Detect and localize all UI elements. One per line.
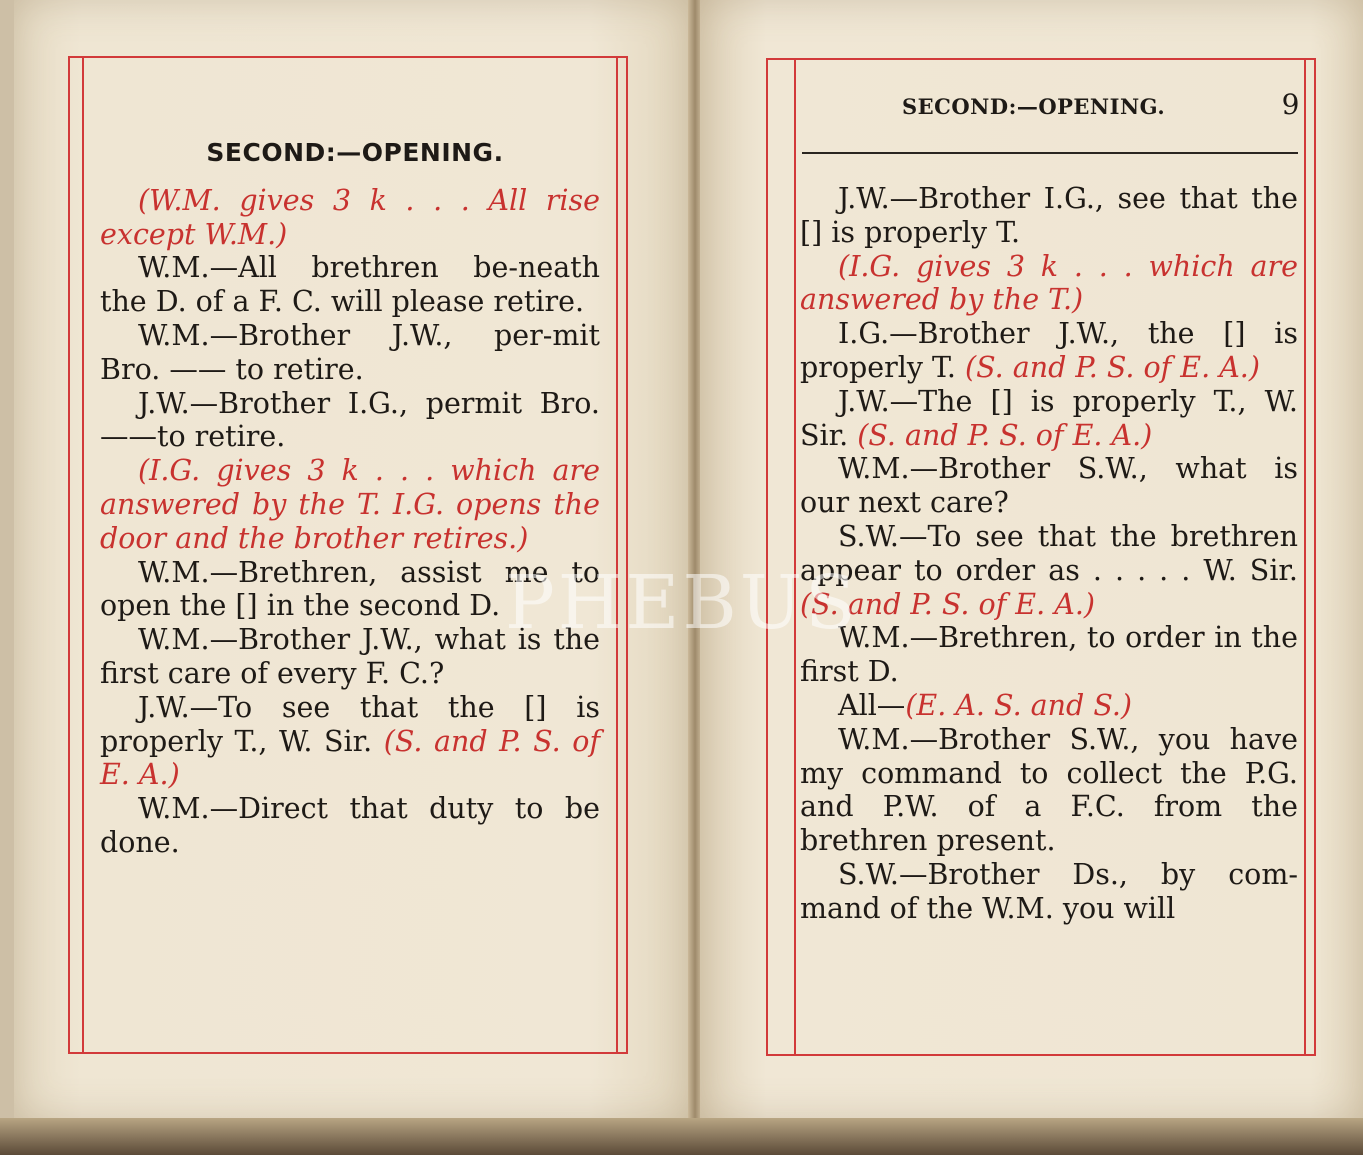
dialogue-line: W.M.—Direct that duty to be done. — [100, 792, 600, 859]
dialogue-text: J.W.—To see that the [] is properly T., W. Sir. — [100, 690, 600, 758]
left-page-heading: SECOND:—OPENING. — [206, 138, 504, 167]
dialogue-line — [100, 691, 600, 792]
dialogue-text: I.G.—Brother J.W., the [] is properly T. — [800, 317, 1298, 384]
header-rule — [802, 152, 1298, 154]
dialogue-line: W.M.—Brother J.W., per-mit Bro. —— to retire. — [100, 318, 600, 386]
dialogue-line — [800, 385, 1298, 453]
stage-direction-inline: (S. and P. S. of E. A.) — [100, 724, 601, 792]
stage-direction: (I.G. gives 3 k . . . which are answered by the T.) — [800, 249, 1298, 317]
dialogue-line: W.M.—Brethren, to order in the first D. — [800, 621, 1298, 689]
dialogue-line — [800, 317, 1298, 385]
watermark: PHEBUS — [505, 560, 859, 646]
stage-direction: (I.G. gives 3 k . . . which are answered by the T. I.G. opens the door and the brother retires.) — [100, 454, 600, 555]
left-page-text — [100, 128, 600, 860]
book-cover-edge — [0, 1118, 1363, 1155]
dialogue-line: W.M.—Brother J.W., what is the first care of every F. C.? — [100, 623, 600, 690]
stage-direction-inline: (E. A. S. and S.) — [905, 688, 1133, 722]
dialogue-line: W.M.—All brethren be-neath the D. of a F. C. will please retire. — [100, 251, 600, 319]
stage-direction-inline: (S. and P. S. of E. A.) — [800, 587, 1095, 621]
dialogue-line: S.W.—Brother Ds., by com-mand of the W.M. you will — [800, 857, 1298, 925]
dialogue-line — [800, 689, 1298, 723]
page-number: 9 — [1281, 88, 1300, 121]
running-head — [800, 88, 1300, 128]
stage-direction-inline: (S. and P. S. of E. A.) — [857, 418, 1153, 452]
dialogue-line: W.M.—Brethren, assist me to open the [] in the second D. — [100, 555, 600, 623]
dialogue-line: W.M.—Brother S.W., you have my command to collect the P.G. and P.W. of a F.C. from the brethren present. — [800, 722, 1298, 858]
dialogue-line: W.M.—Brother S.W., what is our next care? — [800, 452, 1298, 520]
right-page-text — [800, 182, 1298, 926]
dialogue-line — [800, 520, 1298, 621]
stage-direction: (W.M. gives 3 k . . . All rise except W.M.) — [100, 183, 600, 251]
dialogue-text: S.W.—To see that the brethren appear to order as . . . . . W. Sir. — [800, 519, 1298, 587]
dialogue-line: J.W.—Brother I.G., see that the [] is properly T. — [800, 182, 1298, 249]
dialogue-line: J.W.—Brother I.G., permit Bro. ——to retire. — [100, 386, 600, 454]
running-head-title: SECOND:—OPENING. — [902, 94, 1166, 119]
stage-direction-inline: (S. and P. S. of E. A.) — [964, 350, 1260, 384]
dialogue-text: J.W.—The [] is properly T., W. Sir. — [800, 384, 1298, 452]
dialogue-text: All— — [838, 688, 906, 722]
